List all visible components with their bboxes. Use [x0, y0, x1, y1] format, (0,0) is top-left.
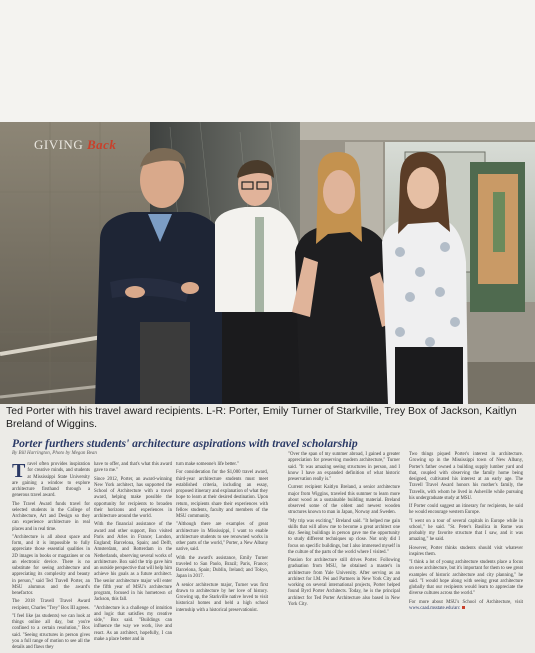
article-headline: Porter furthers students' architecture aspirations with travel scholarship — [12, 437, 358, 450]
paragraph: If Porter could suggest an itinerary for recipients, he said he would encourage western Europe. — [409, 504, 523, 516]
paragraph: Since 2012, Porter, an award-winning New York architect, has supported the School of Architecture with a travel award, helping make possible the opportunity for recipients to broaden their horizons and experiences in architecture around the world. — [94, 476, 172, 519]
paragraph: The 2018 Travell Travel Award recipient, Charles "Trey" Box III agrees. — [12, 599, 90, 611]
article-column-3 — [176, 462, 268, 616]
paragraph: "Architecture is all about space and form, and it is impossible to fully appreciate those essential qualities in 2D images in books or magazines or on an electronic device. There is no substitute for seeing architecture and appreciating its complexity and beauty in person," said Ted Travell Porter, an MSU alumnus and the award's benefactor. — [12, 534, 90, 596]
article-byline: By Bill Harrington, Photo by Megan Bean — [12, 451, 97, 456]
top-margin — [0, 0, 535, 122]
paragraph: "Over the span of my summer abroad, I gained a greater appreciation for preserving modern architecture," Turner said. "It was amazing seeing structures in person, and I know I have an expanded definition of what historic preservation really is." — [288, 452, 400, 482]
paragraph: "I feel like (as students) we can look at things online all day, but you're confined to a certain resolution," Box said. "Seeing structures in person gives you a full range of motion to see all the details and flaws they — [12, 613, 90, 650]
drop-cap: T — [12, 460, 26, 482]
photo-illustration — [0, 122, 535, 404]
paragraph: With the award's assistance, Emily Turner traveled to San Paolo, Brazil; Paris, France; Barcelona, Spain; Dublin, Ireland; and Tokyo, Japan in 2017. — [176, 555, 268, 580]
paragraph: Two things piqued Porter's interest in architecture. Growing up in the Mississippi town of New Albany, Porter's father owned a building supply lumber yard and that, coupled with observing the family home being designed, cultivated his interest at an early age. The Travell Travel Award honors his mother's family, the Travells, with whom he lived in Asheville while pursuing his undergraduate study at MSU. — [409, 452, 523, 501]
paragraph: "My trip was exciting," Breland said. "It helped me gain skills that will allow me to become a great architect one day. Seeing buildings in person gave me the opportunity to study different techniques up close. Not only did I focus on specific buildings, but I also immersed myself in the culture of the parts of the world where I visited." — [288, 518, 400, 555]
end-mark-icon — [462, 606, 465, 609]
article-column-5 — [409, 452, 523, 614]
paragraph: With the financial assistance of the award and other support, Box visited Paris and Arles in France; London, England; Barcelona, Spain; and Delft, Amsterdam, and Rotterdam in the Netherlands, observing several works of architecture. Box said the trip gave him an outside perspective that will help him achieve his goals as a future architect. The senior architecture major will enter the fifth year of MSU's architecture program, focused in his hometown of Jackson, this fall. — [94, 522, 172, 603]
article-column-2 — [94, 462, 172, 645]
paragraph — [409, 600, 523, 613]
paragraph: turn make someone's life better." — [176, 462, 239, 467]
paragraph: "I think a lot of young architecture students place a focus on new architecture, but it's important for them to see great examples of historic architecture and city planning," he said. "I would hope along with seeing great architecture globally that our recipients would learn to appreciate the diverse cultures across the world." — [409, 560, 523, 597]
paragraph — [12, 462, 90, 500]
article-column-4 — [288, 452, 400, 610]
paragraph: "Although there are examples of great architecture in Mississippi, I want to enable architecture students to see renowned works in other parts of the world," Porter, a New Albany native, said. — [176, 522, 268, 553]
paragraph: The Travel Award funds travel for selected students in the College of Architecture, Art and Design so they can experience architecture in real places and in real time. — [12, 501, 90, 532]
article-column-1 — [12, 462, 90, 653]
paragraph: have to offer, and that's what this award gave to me." — [94, 462, 172, 474]
paragraph-text: For more about MSU's School of Architecture, visit — [409, 599, 523, 605]
section-label-giving: GIVING — [34, 137, 84, 152]
section-label — [34, 137, 116, 153]
paragraph: A senior architecture major, Turner was first drawn to architecture by her love of history. Growing up, the Starkville native loved to visit historical homes and held a high school internship with a historical preservationist. — [176, 582, 268, 613]
article-url-link[interactable]: www.caad.msstate.edu/arc — [409, 605, 460, 611]
photo-caption: Ted Porter with his travel award recipients. L-R: Porter, Emily Turner of Starkville, Trey Box of Jackson, Kaitlyn Breland of Wiggins. — [6, 405, 517, 430]
group-photo — [0, 122, 535, 404]
paragraph: "Architecture is a challenge of intuition and logic that satisfies my creative side," Box said. "Buildings can influence the way we work, live and react. As an architect, hopefully, I can make a place better and in — [94, 605, 172, 642]
paragraph-text: ravel often provides inspiration for creative minds, and students at Mississippi State University are gaining a window to explore architecture firsthand through a generous travel award. — [12, 462, 90, 499]
paragraph: Passion for architecture still drives Porter. Following graduation from MSU, he obtained a master's in architecture from Yale University. After serving as an architect for I.M. Pei and Partners in New York City and working on several international projects, Porter helped found Byrd Porter Architects. Today, he is the principal architect for Ted Porter Architecture also based in New York City. — [288, 558, 400, 607]
paragraph: For consideration for the $1,000 travel award, third-year architecture students must meet established criteria, including an essay, proposed itinerary and explanation of what they hope to learn at their desired destination. Upon return, recipients share their experiences with fellow students, faculty and members of the MSU community. — [176, 470, 268, 519]
paragraph: Current recipient Kaitlyn Breland, a senior architecture major from Wiggins, traveled this summer to learn more about wood as a sustainable building material. Breland observed some of the oldest and newest wooden structures known to man in Japan, Norway and Sweden. — [288, 485, 400, 516]
paragraph: However, Porter thinks students should visit whatever inspires them. — [409, 545, 523, 557]
paragraph: "I went on a tour of several capitals in Europe while in school," he said. "St. Peter's Basilica in Rome was probably my favorite structure that I saw, and it was amazing," he said. — [409, 518, 523, 543]
section-label-back: Back — [86, 137, 117, 152]
